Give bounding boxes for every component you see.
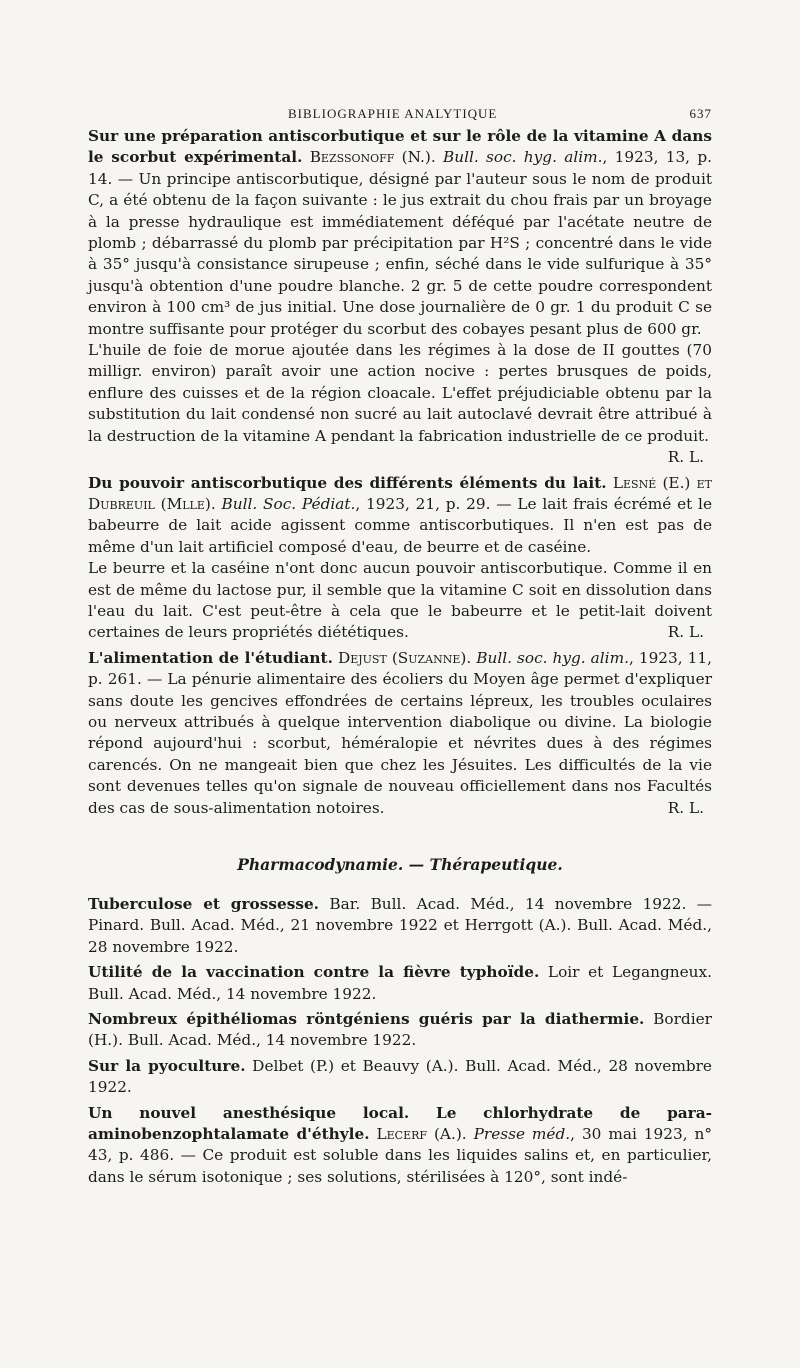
entry-paragraph [88,1056,712,1099]
entry-body: — Ce produit est soluble dans les liquides salins et, en particulier, dans le sérum isotonique ; ses solutions, stérilisées à 120°, sont indé- [88,1146,712,1186]
entry-body: Le beurre et la caséine n'ont donc aucun pouvoir antiscorbutique. Comme il en est de même du lactose pur, il semble que la vitamine C soit en dissolution dans l'eau du lait. C'est peut-être à cela que le babeurre et le petit-lait doivent certaines de leurs propriétés diététiques. [88,559,712,642]
entry-reference: Bordier (H.). Bull. Acad. Méd., 14 novembre 1922. [88,1010,712,1050]
entry-reference: , 1923, 13, p. 14. [88,148,712,188]
entry-author: Lesné (E.) et Dubreuil (Mlle). [88,473,712,513]
entry-title: Un nouvel anesthésique local. Le chlorhydrate de para-aminobenzophtalamate d'éthyle. [88,1103,712,1144]
entry-body: — Un principe antiscorbutique, désigné par l'auteur sous le nom de produit C, a été obtenu de la façon suivante : le jus extrait du chou frais par un broyage à la presse hydraulique est immédiatement déféqué par l'acétate neutre de plomb ; débarrassé du plomb par précipitation par H²S ; concentré dans le vide à 35° jusqu'à consistance sirupeuse ; enfin, séché dans le vide sulfurique à 35° jusqu'à obtention d'une poudre blanche. 2 gr. 5 de cette poudre correspondent environ à 100 cm³ de jus initial. Une dose journalière de 0 gr. 1 du produit C se montre suffisante pour protéger du scorbut des cobayes pesant plus de 600 gr. [88,169,712,338]
entry-pouvoir-lait [88,473,712,644]
entry-reference: Delbet (P.) et Beauvy (A.). Bull. Acad. Méd., 28 novembre 1922. [88,1056,712,1097]
entry-paragraph [88,340,712,467]
entry-scorbut-experimental [88,126,712,469]
entry-paragraph [88,648,712,819]
entry-body: L'huile de foie de morue ajoutée dans les régimes à la dose de II gouttes (70 milligr. environ) paraît avoir une action nocive : pertes brusques de poids, enflure des cuisses et de la région cloacale. L'effet préjudiciable obtenu par la substitution du lait condensé non sucré au lait autoclavé devrait être attribué à la destruction de la vitamine A pendant la fabrication industrielle de ce produit. [88,341,712,445]
entry-reference: Loir et Legangneux. Bull. Acad. Méd., 14 novembre 1922. [88,963,712,1003]
entry-title: Tuberculose et grossesse. [88,895,320,913]
entry-paragraph [88,1009,712,1052]
entry-author: Bezssonoff (N.). [309,148,436,167]
page-number: 637 [689,106,712,121]
entry-signature: R. L. [667,798,704,817]
entry-signature: R. L. [667,623,704,642]
entry-reference: , 1923, 11, p. 261. [88,648,712,689]
document-page [88,100,712,1192]
entry-body: — La pénurie alimentaire des écoliers du Moyen âge permet d'expliquer sans doute les gencives effondrées de certains lépreux, les troubles oculaires ou nerveux attribués à quelque intervention diabolique ou divine. La biologie répond aujourd'hui : scorbut, héméralopie et névrites dues à des régimes carencés. On ne mangeait bien que chez les Jésuites. Les difficultés de la vie sont devenues telles qu'on signale de nouveau officiellement dans nos Facultés des cas de sous-alimentation notoires. [88,670,713,817]
entry-journal: Bull. soc. hyg. alim. [443,148,603,167]
entry-body: — Le lait frais écrémé et le babeurre de lait acide agissent comme antiscorbutiques. Il n'en est pas de même d'un lait artificiel composé d'eau, de beurre et de caséine. [88,494,712,556]
entry-signature: R. L. [667,448,704,467]
entry-title: Sur une préparation antiscorbutique et sur le rôle de la vitamine A dans le scorbut expérimental. [88,127,712,167]
entry-reference: , 30 mai 1923, n° 43, p. 486. [88,1125,712,1165]
entry-epitheliomas [88,1009,712,1052]
entry-paragraph [88,962,712,1005]
entry-paragraph [88,1103,712,1189]
entry-author: Dejust (Suzanne). [337,648,472,667]
entry-journal: Bull. soc. hyg. alim. [476,648,629,667]
entry-title: L'alimentation de l'étudiant. [88,648,333,667]
entry-journal: Bull. Soc. Pédiat. [221,494,356,513]
running-header [88,100,712,126]
entry-title: Sur la pyoculture. [88,1056,246,1075]
entry-title: Utilité de la vaccination contre la fièvre typhoïde. [88,963,540,982]
entry-journal: Presse méd. [473,1125,571,1144]
header-title: BIBLIOGRAPHIE ANALYTIQUE [288,106,498,121]
entry-title: Nombreux épithéliomas röntgéniens guéris par la diathermie. [88,1010,645,1029]
entry-reference: Bar. Bull. Acad. Méd., 14 novembre 1922. — Pinard. Bull. Acad. Méd., 21 novembre 1922 et Herrgott (A.). Bull. Acad. Méd., 28 novembre 1922. [88,895,713,956]
entry-author: Lecerf (A.). [376,1125,467,1144]
entry-reference: , 1923, 21, p. 29. [355,494,491,513]
entry-paragraph [88,126,712,340]
section-heading: Pharmacodynamie. — Thérapeutique. [237,855,563,874]
entry-anesthesique [88,1103,712,1189]
entry-paragraph [88,473,712,559]
entry-vaccination [88,962,712,1005]
entry-title: Du pouvoir antiscorbutique des différents éléments du lait. [88,473,607,492]
entry-paragraph [88,894,712,958]
entry-pyoculture [88,1056,712,1099]
entry-paragraph [88,558,712,644]
entry-tuberculose [88,894,712,958]
entry-alimentation-etudiant [88,648,712,819]
